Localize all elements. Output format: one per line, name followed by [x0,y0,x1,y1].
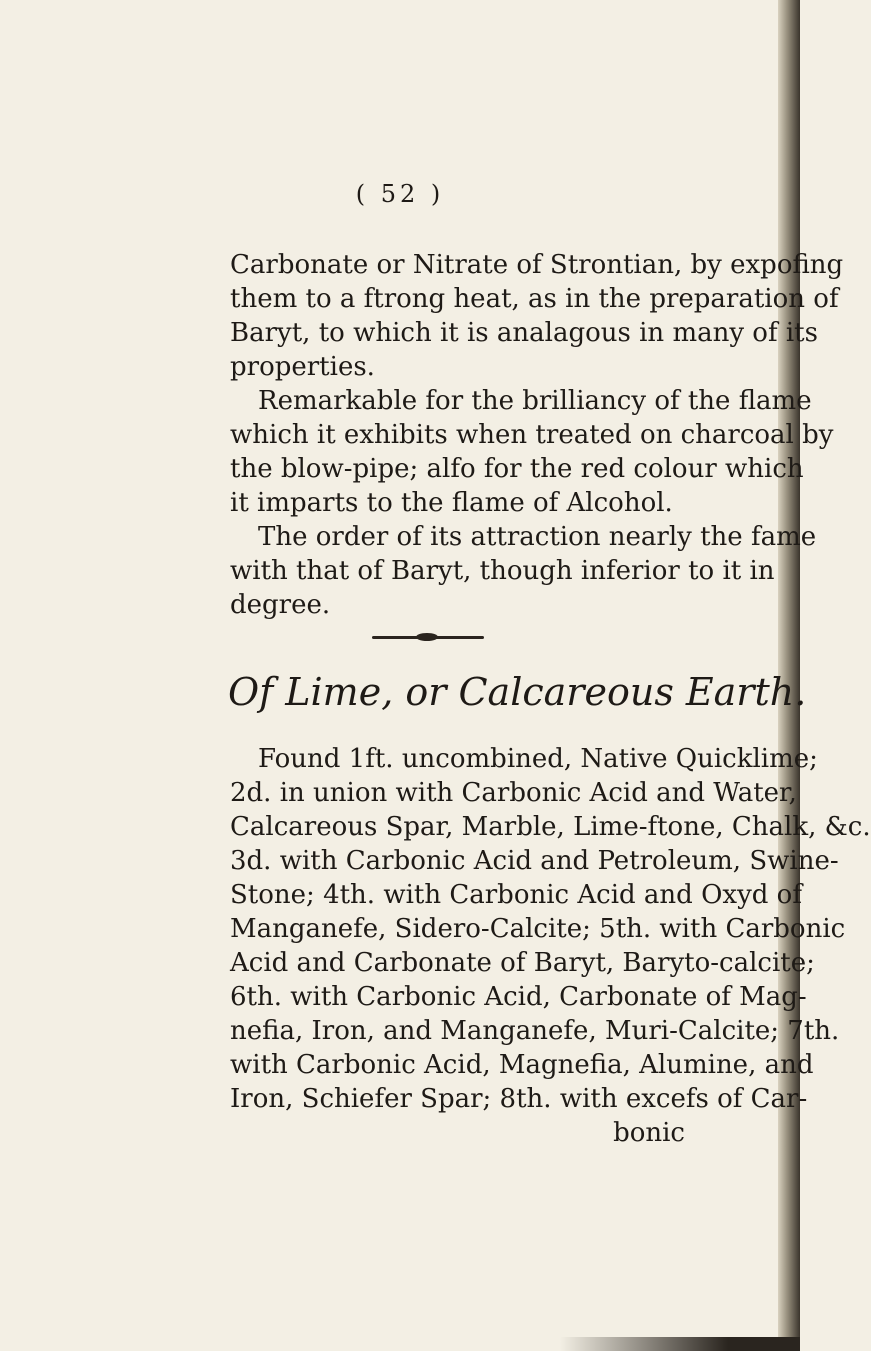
text-line: properties. [230,352,375,382]
text-line: nefia, Iron, and Manganefe, Muri-Calcite; 7th. [230,1016,840,1046]
text-line: Carbonate or Nitrate of Strontian, by expofing [230,250,844,280]
text-line: it imparts to the flame of Alcohol. [230,488,673,518]
text-line: 6th. with Carbonic Acid, Carbonate of Mag- [230,982,807,1012]
text-line: Baryt, to which it is analagous in many of its [230,318,818,348]
section-divider [372,636,484,639]
text-line: them to a ftrong heat, as in the preparation of [230,284,839,314]
text-line: 3d. with Carbonic Acid and Petroleum, Swine- [230,846,839,876]
text-line: Remarkable for the brilliancy of the flame [258,386,812,416]
text-line: Stone; 4th. with Carbonic Acid and Oxyd of [230,880,802,910]
text-line: 2d. in union with Carbonic Acid and Water, [230,778,797,808]
page-number: ( 52 ) [355,180,445,208]
text-line: with Carbonic Acid, Magnefia, Alumine, and [230,1050,814,1080]
text-line: the blow-pipe; alfo for the red colour which [230,454,804,484]
catchword: bonic [613,1118,685,1148]
text-line: Iron, Schiefer Spar; 8th. with excefs of Car- [230,1084,808,1114]
text-line: Found 1ft. uncombined, Native Quicklime; [258,744,818,774]
text-line: Calcareous Spar, Marble, Lime-ftone, Chalk, &c. [230,812,871,842]
text-line: Manganefe, Sidero-Calcite; 5th. with Carbonic [230,914,846,944]
text-line: Acid and Carbonate of Baryt, Baryto-calcite; [230,948,815,978]
text-line: with that of Baryt, though inferior to it in [230,556,775,586]
text-line: degree. [230,590,331,620]
text-line: The order of its attraction nearly the fame [258,522,817,552]
text-line: which it exhibits when treated on charcoal by [230,420,834,450]
section-heading: Of Lime, or Calcareous Earth. [228,670,807,714]
